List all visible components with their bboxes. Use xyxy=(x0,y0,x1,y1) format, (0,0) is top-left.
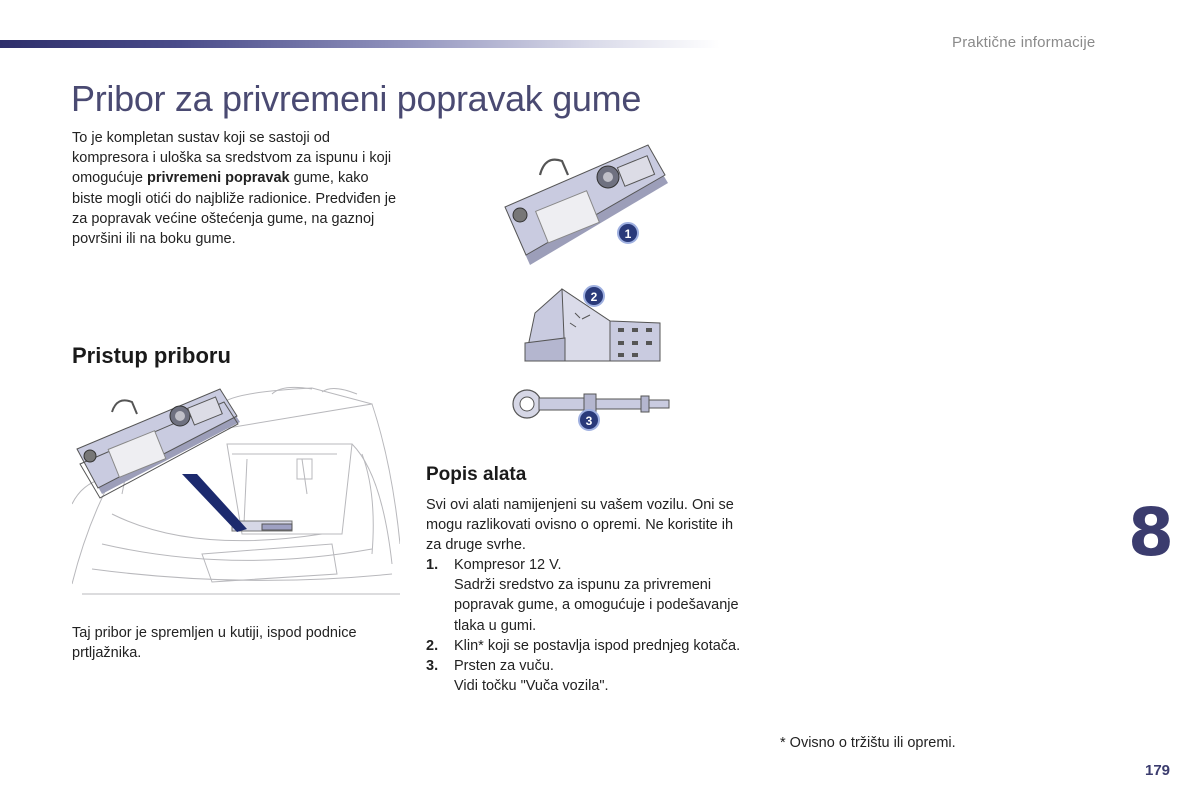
list-item xyxy=(426,555,746,636)
section-header: Praktične informacije xyxy=(952,34,1096,51)
list-item xyxy=(426,636,746,656)
footnote: * Ovisno o tržištu ili opremi. xyxy=(780,735,956,751)
callout-3-label: 3 xyxy=(585,414,593,428)
list-text: Kompresor 12 V. xyxy=(454,557,562,573)
tool-list xyxy=(426,555,746,696)
compressor-kit-illustration xyxy=(500,135,680,275)
callout-3-icon xyxy=(579,410,599,430)
list-text: Prsten za vuču. xyxy=(454,658,554,675)
list-text: Vidi točku "Vuča vozila". xyxy=(454,678,609,695)
wheel-chock-illustration xyxy=(520,283,670,368)
tools-intro: Svi ovi alati namijenjeni su vašem vozilu. Oni se mogu razlikovati ovisno o opremi. Ne koristite ih za druge svrhe. xyxy=(426,497,734,554)
list-text: Sadrži sredstvo za ispunu za privremeni popravak gume, a omogućuje i podešavanje tlaka u gumi. xyxy=(454,577,739,634)
callout-1-label: 1 xyxy=(624,227,632,241)
intro-bold: privremeni popravak xyxy=(146,170,290,187)
list-number: 2. xyxy=(426,637,439,654)
list-number: 1. xyxy=(426,557,439,573)
towing-eye-illustration xyxy=(505,380,675,432)
list-item xyxy=(426,656,746,696)
intro-text-1: To je kompletan sustav koji se sastoji od kompresora i uloška sa sredstvom za ispunu i koji omogućuje xyxy=(72,130,392,187)
chapter-number: 8 xyxy=(1128,494,1174,571)
callout-1-icon xyxy=(618,223,638,243)
tools-heading: Popis alata xyxy=(426,464,527,485)
access-caption: Taj pribor je spremljen u kutiji, ispod podnice prtljažnika. xyxy=(72,625,357,662)
callout-2-icon xyxy=(584,286,604,306)
intro-text-2: gume, kako biste mogli otići do najbliže radionice. Predviđen je za popravak većine oštećenja gume, na gaznoj površini ili na boku gume. xyxy=(72,170,397,248)
list-number: 3. xyxy=(426,658,439,675)
page-title: Pribor za privremeni popravak gume xyxy=(71,78,642,119)
page-number: 179 xyxy=(1145,762,1171,779)
header-gradient-bar xyxy=(0,40,720,48)
callout-2-label: 2 xyxy=(590,290,598,304)
access-heading: Pristup priboru xyxy=(72,343,231,368)
intro-paragraph xyxy=(72,128,402,249)
list-text: Klin* koji se postavlja ispod prednjeg kotača. xyxy=(454,637,741,654)
trunk-illustration xyxy=(72,384,400,606)
